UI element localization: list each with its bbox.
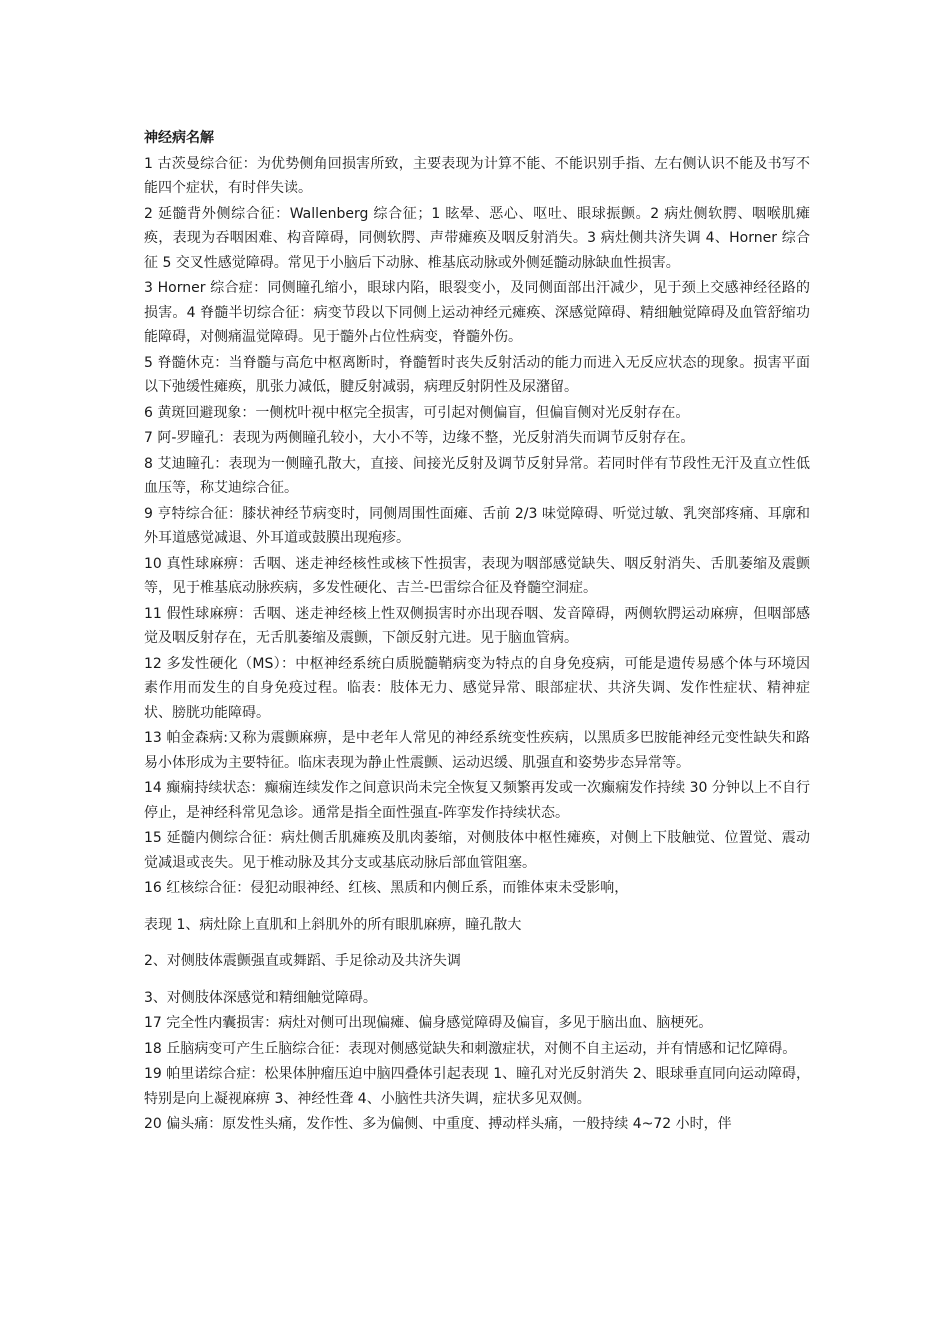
entry-internal-capsule-lesion: 17 完全性内囊损害：病灶对侧可出现偏瘫、偏身感觉障碍及偏盲，多见于脑出血、脑梗死。 xyxy=(144,1015,713,1031)
entry-horner-syndrome: 3 Horner 综合症：同侧瞳孔缩小，眼球内陷，眼裂变小，及同侧面部出汗减少，见于颈上交感神经径路的损害。4 脊髓半切综合征：病变节段以下同侧上运动神经元瘫痪、深感觉障碍、精细触觉障碍及血管舒缩功能障碍，对侧痛温觉障碍。见于髓外占位性病变，脊髓外伤。 xyxy=(144,280,810,345)
entry-spinal-shock: 5 脊髓休克：当脊髓与高危中枢离断时，脊髓暂时丧失反射活动的能力而进入无反应状态的现象。损害平面以下弛缓性瘫痪，肌张力减低，腱反射减弱，病理反射阴性及尿潴留。 xyxy=(144,354,810,395)
entry-thalamic-syndrome: 18 丘脑病变可产生丘脑综合征：表现对侧感觉缺失和刺激症状，对侧不自主运动，并有情感和记忆障碍。 xyxy=(144,1040,797,1057)
entry-red-nucleus-symptom-1: 表现 1、病灶除上直肌和上斜肌外的所有眼肌麻痹，瞳孔散大 xyxy=(144,916,522,933)
entry-pseudobulbar-palsy: 11 假性球麻痹：舌咽、迷走神经核上性双侧损害时亦出现吞咽、发音障碍，两侧软腭运动麻痹，但咽部感觉及咽反射存在，无舌肌萎缩及震颤，下颌反射亢进。见于脑血管病。 xyxy=(144,605,810,646)
entry-parinaud-syndrome: 19 帕里诺综合症：松果体肿瘤压迫中脑四叠体引起表现 1、瞳孔对光反射消失 2、眼球垂直同向运动障碍，特别是向上凝视麻痹 3、神经性聋 4、小脑性共济失调，症状多见双侧。 xyxy=(144,1066,810,1107)
entry-migraine: 20 偏头痛：原发性头痛，发作性、多为偏侧、中重度、搏动样头痛，一般持续 4~72 小时，伴 xyxy=(144,1116,732,1132)
entry-adie-pupil: 8 艾迪瞳孔：表现为一侧瞳孔散大，直接、间接光反射及调节反射异常。若同时伴有节段性无汗及直立性低血压等，称艾迪综合征。 xyxy=(144,455,810,496)
entry-wallenberg-syndrome: 2 延髓背外侧综合征：Wallenberg 综合征；1 眩晕、恶心、呕吐、眼球振颤。2 病灶侧软腭、咽喉肌瘫痪，表现为吞咽困难、构音障碍，同侧软腭、声带瘫痪及咽反射消失。3 病灶侧共济失调 4、Horner 综合征 5 交叉性感觉障碍。常见于小脑后下动脉、椎基底动脉或外侧延髓动脉缺血性损害。 xyxy=(144,205,810,271)
entry-hunt-syndrome: 9 亨特综合征：膝状神经节病变时，同侧周围性面瘫、舌前 2/3 味觉障碍、听觉过敏、乳突部疼痛、耳廓和外耳道感觉减退、外耳道或鼓膜出现疱疹。 xyxy=(144,505,810,546)
entry-red-nucleus-symptom-3: 3、对侧肢体深感觉和精细触觉障碍。 xyxy=(144,989,377,1006)
entry-medial-medullary-syndrome: 15 延髓内侧综合征：病灶侧舌肌瘫痪及肌肉萎缩，对侧肢体中枢性瘫痪，对侧上下肢触觉、位置觉、震动觉减退或丧失。见于椎动脉及其分支或基底动脉后部血管阻塞。 xyxy=(144,830,810,871)
entry-argyll-robertson-pupil: 7 阿-罗瞳孔：表现为两侧瞳孔较小，大小不等，边缘不整，光反射消失而调节反射存在。 xyxy=(144,430,695,446)
entry-multiple-sclerosis: 12 多发性硬化（MS）：中枢神经系统白质脱髓鞘病变为特点的自身免疫病，可能是遗传易感个体与环境因素作用而发生的自身免疫过程。临表：肢体无力、感觉异常、眼部症状、共济失调、发作性症状、精神症状、膀胱功能障碍。 xyxy=(144,655,810,721)
entry-red-nucleus-symptom-2: 2、对侧肢体震颤强直或舞蹈、手足徐动及共济失调 xyxy=(144,953,461,969)
entry-gerstmann-syndrome: 1 古茨曼综合征：为优势侧角回损害所致，主要表现为计算不能、不能识别手指、左右侧认识不能及书写不能四个症状，有时伴失读。 xyxy=(144,155,810,196)
entry-parkinson-disease: 13 帕金森病:又称为震颤麻痹，是中老年人常见的神经系统变性疾病，以黑质多巴胺能神经元变性缺失和路易小体形成为主要特征。临床表现为静止性震颤、运动迟缓、肌强直和姿势步态异常等。 xyxy=(144,730,810,771)
document-title: 神经病名解 xyxy=(144,130,214,146)
entry-macular-sparing: 6 黄斑回避现象：一侧枕叶视中枢完全损害，可引起对侧偏盲，但偏盲侧对光反射存在。 xyxy=(144,404,690,421)
entry-red-nucleus-syndrome: 16 红核综合征：侵犯动眼神经、红核、黑质和内侧丘系，而锥体束未受影响， xyxy=(144,880,629,896)
document-page xyxy=(144,126,810,1138)
entry-status-epilepticus: 14 癫痫持续状态：癫痫连续发作之间意识尚未完全恢复又频繁再发或一次癫痫发作持续 30 分钟以上不自行停止，是神经科常见急诊。通常是指全面性强直-阵挛发作持续状态。 xyxy=(144,780,810,821)
entry-true-bulbar-palsy: 10 真性球麻痹：舌咽、迷走神经核性或核下性损害，表现为咽部感觉缺失、咽反射消失、舌肌萎缩及震颤等，见于椎基底动脉疾病，多发性硬化、吉兰-巴雷综合征及脊髓空洞症。 xyxy=(144,555,810,596)
